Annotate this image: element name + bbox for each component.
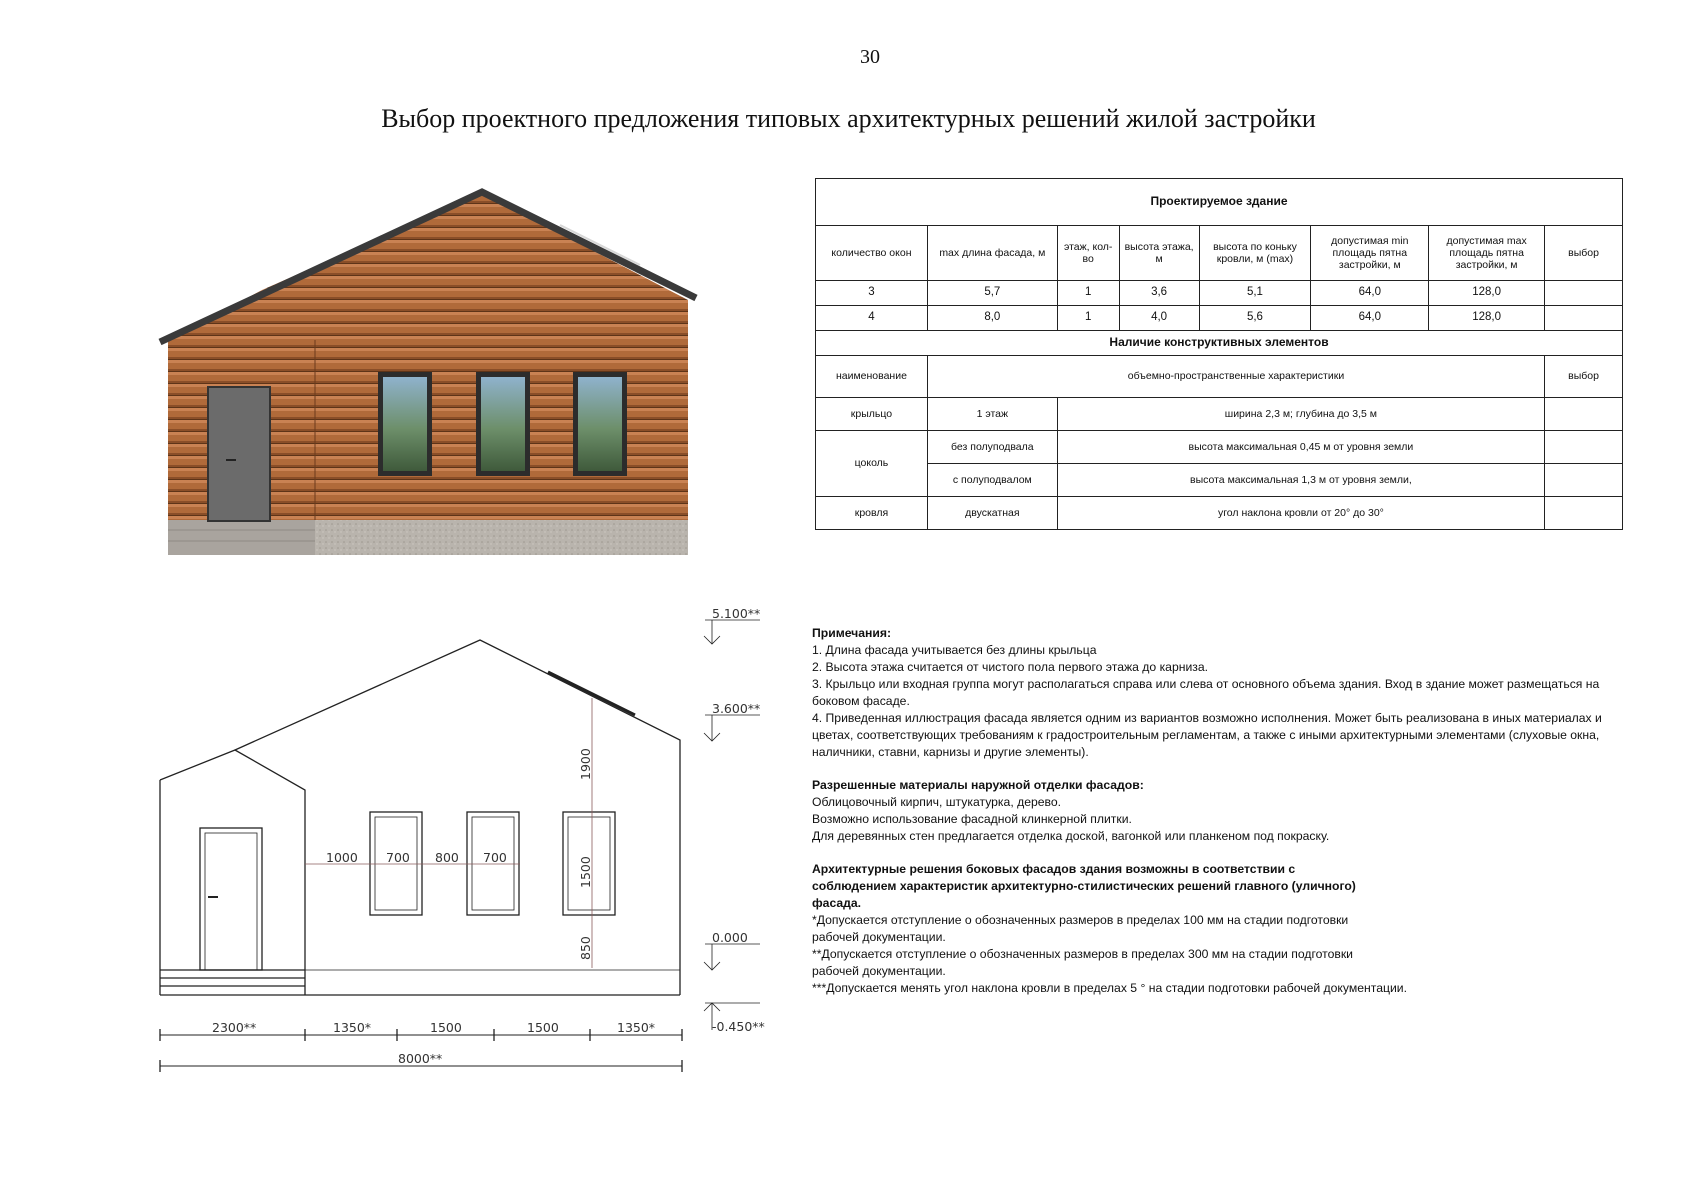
- selection-cell[interactable]: [1545, 398, 1623, 431]
- element-spec: высота максимальная 0,45 м от уровня земли: [1057, 431, 1544, 464]
- selection-cell[interactable]: [1545, 497, 1623, 530]
- column-header: допустимая min площадь пятна застройки, м: [1311, 226, 1429, 281]
- element-type: без полуподвала: [927, 431, 1057, 464]
- bottom-dim-label: 1350*: [333, 1020, 372, 1035]
- level-label: 3.600**: [712, 701, 761, 716]
- column-header: высота этажа, м: [1119, 226, 1199, 281]
- table-cell: 1: [1057, 306, 1119, 331]
- footnote: *Допускается отступление о обозначенных размеров в пределах 100 мм на стадии подготовки рабочей документации.: [812, 913, 1349, 944]
- column-header: объемно-пространственные характеристики: [927, 356, 1544, 398]
- note-item: 3. Крыльцо или входная группа могут располагаться справа или слева от основного объема здания. Вход в здание может размещаться на боковом фасаде.: [812, 677, 1600, 708]
- notes-block: [812, 625, 1632, 997]
- elements-header: Наличие конструктивных элементов: [816, 331, 1623, 356]
- materials-heading: Разрешенные материалы наружной отделки фасадов:: [812, 778, 1144, 792]
- element-name: цоколь: [816, 431, 928, 497]
- porch-steps: [168, 520, 315, 555]
- table-cell: 8,0: [927, 306, 1057, 331]
- table-cell: 4: [816, 306, 928, 331]
- notes-heading: Примечания:: [812, 626, 892, 640]
- selection-cell[interactable]: [1545, 464, 1623, 497]
- window-dim-label: 800: [435, 850, 459, 865]
- table-header: Проектируемое здание: [816, 179, 1623, 226]
- element-name: крыльцо: [816, 398, 928, 431]
- column-header: выбор: [1545, 226, 1623, 281]
- total-dim-label: 8000**: [398, 1051, 443, 1066]
- page-title: Выбор проектного предложения типовых архитектурных решений жилой застройки: [381, 104, 1316, 133]
- selection-cell[interactable]: [1545, 306, 1623, 331]
- table-row: [816, 497, 1623, 530]
- table-cell: 1: [1057, 281, 1119, 306]
- table-row: [816, 306, 1623, 331]
- vertical-dim-label: 1900: [578, 748, 593, 780]
- table-row: [816, 431, 1623, 464]
- bottom-dim-label: 1350*: [617, 1020, 656, 1035]
- footnote: ***Допускается менять угол наклона кровли в пределах 5 ° на стадии подготовки рабочей документации.: [812, 981, 1407, 995]
- table-cell: 4,0: [1119, 306, 1199, 331]
- selection-cell[interactable]: [1545, 431, 1623, 464]
- side-facades-note: Архитектурные решения боковых фасадов здания возможны в соответствии с соблюдением характеристик архитектурно-стилистических решений главного (уличного) фасада.: [812, 862, 1356, 910]
- table-row: [816, 281, 1623, 306]
- table-cell: 128,0: [1429, 281, 1545, 306]
- column-header: высота по коньку кровли, м (max): [1199, 226, 1311, 281]
- note-item: 1. Длина фасада учитывается без длины крыльца: [812, 643, 1097, 657]
- column-header: количество окон: [816, 226, 928, 281]
- element-spec: угол наклона кровли от 20° до 30°: [1057, 497, 1544, 530]
- table-row: [816, 398, 1623, 431]
- note-item: 4. Приведенная иллюстрация фасада является одним из вариантов возможно исполнения. Может быть реализована в иных материалах и цветах, соответствующих требованиям к градостроительным регламентам, а также с иными архитектурными элементами (слуховые окна, наличники, ставни, карнизы и другие элементы).: [812, 711, 1602, 759]
- column-header: max длина фасада, м: [927, 226, 1057, 281]
- plinth: [315, 520, 688, 555]
- element-spec: высота максимальная 1,3 м от уровня земли,: [1057, 464, 1544, 497]
- level-label: 5.100**: [712, 606, 761, 621]
- material-item: Облицовочный кирпич, штукатурка, дерево.: [812, 795, 1062, 809]
- table-row: [816, 464, 1623, 497]
- column-header: допустимая max площадь пятна застройки, м: [1429, 226, 1545, 281]
- spec-table: [815, 178, 1623, 530]
- level-label: 0.000: [712, 930, 748, 945]
- table-cell: 5,6: [1199, 306, 1311, 331]
- window: [378, 372, 432, 476]
- material-item: Возможно использование фасадной клинкерной плитки.: [812, 812, 1132, 826]
- element-type: с полуподвалом: [927, 464, 1057, 497]
- material-item: Для деревянных стен предлагается отделка доской, вагонкой или планкеном под покраску.: [812, 829, 1330, 843]
- column-header: выбор: [1545, 356, 1623, 398]
- table-cell: 128,0: [1429, 306, 1545, 331]
- column-header: наименование: [816, 356, 928, 398]
- table-cell: 5,1: [1199, 281, 1311, 306]
- window: [476, 372, 530, 476]
- table-cell: 64,0: [1311, 281, 1429, 306]
- note-item: 2. Высота этажа считается от чистого пола первого этажа до карниза.: [812, 660, 1209, 674]
- table-cell: 5,7: [927, 281, 1057, 306]
- element-spec: ширина 2,3 м; глубина до 3,5 м: [1057, 398, 1544, 431]
- element-name: кровля: [816, 497, 928, 530]
- window-dim-label: 1000: [326, 850, 358, 865]
- technical-drawing: [160, 620, 760, 1072]
- level-label: -0.450**: [712, 1019, 765, 1034]
- table-cell: 3: [816, 281, 928, 306]
- window: [573, 372, 627, 476]
- bottom-dim-label: 1500: [527, 1020, 559, 1035]
- footnote: **Допускается отступление о обозначенных размеров в пределах 300 мм на стадии подготовки рабочей документации.: [812, 947, 1353, 978]
- rendered-facade: [160, 192, 696, 555]
- selection-cell[interactable]: [1545, 281, 1623, 306]
- bottom-dim-label: 1500: [430, 1020, 462, 1035]
- column-header: этаж, кол-во: [1057, 226, 1119, 281]
- vertical-dim-label: 1500: [578, 856, 593, 888]
- table-cell: 3,6: [1119, 281, 1199, 306]
- table-cell: 64,0: [1311, 306, 1429, 331]
- element-type: 1 этаж: [927, 398, 1057, 431]
- vertical-dim-label: 850: [578, 936, 593, 960]
- door: [208, 387, 270, 521]
- window-dim-label: 700: [483, 850, 507, 865]
- page-number: 30: [860, 46, 880, 68]
- element-type: двускатная: [927, 497, 1057, 530]
- window-dim-label: 700: [386, 850, 410, 865]
- bottom-dim-label: 2300**: [212, 1020, 257, 1035]
